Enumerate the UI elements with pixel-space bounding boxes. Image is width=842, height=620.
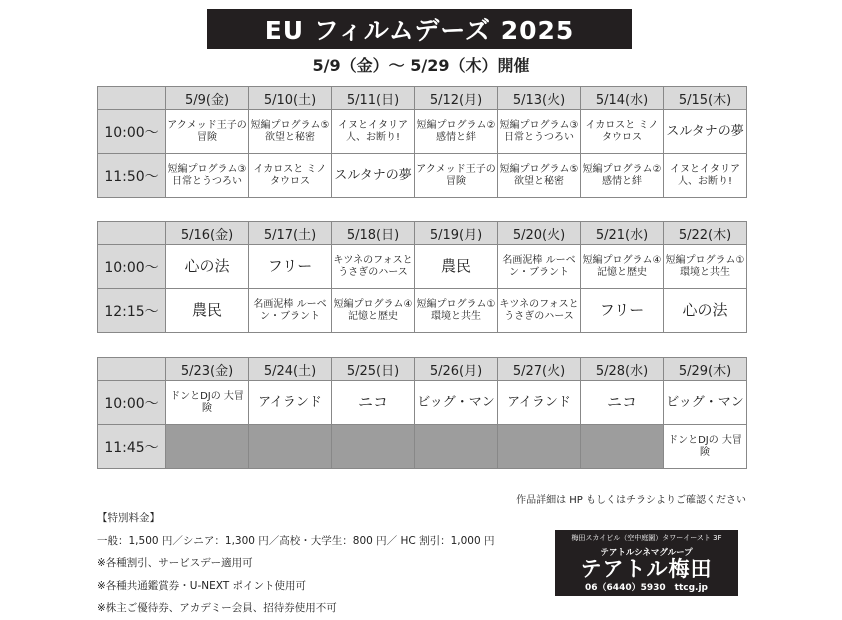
table-row (98, 154, 747, 198)
date-header: 5/18(日) (332, 222, 415, 245)
date-header: 5/14(水) (581, 87, 664, 110)
theater-brand: テアトルシネマグループ (600, 548, 693, 558)
film-cell: スルタナの夢 (332, 154, 415, 198)
theater-name: テアトル梅田 (580, 557, 713, 581)
event-title: EU フィルムデーズ 2025 (207, 9, 632, 49)
date-header: 5/24(土) (249, 358, 332, 381)
empty-slot (332, 425, 415, 469)
film-cell: フリー (249, 245, 332, 289)
empty-slot (249, 425, 332, 469)
date-header: 5/10(土) (249, 87, 332, 110)
date-header: 5/27(火) (498, 358, 581, 381)
film-cell: ドンとDJの 大冒険 (664, 425, 747, 469)
film-cell: ニコ (581, 381, 664, 425)
film-cell: イカロスと ミノタウロス (249, 154, 332, 198)
film-cell: アイランド (498, 381, 581, 425)
date-header: 5/28(水) (581, 358, 664, 381)
table-corner (98, 87, 166, 110)
film-cell: 農民 (415, 245, 498, 289)
price-heading: 【特別料金】 (97, 512, 160, 524)
date-header: 5/22(木) (664, 222, 747, 245)
film-cell: アクメッド王子の冒険 (166, 110, 249, 154)
film-cell: 農民 (166, 289, 249, 333)
film-cell: 短編プログラム③ 日常とうつろい (498, 110, 581, 154)
film-cell: 短編プログラム④ 記憶と歴史 (581, 245, 664, 289)
film-cell: 短編プログラム③ 日常とうつろい (166, 154, 249, 198)
time-slot: 11:50～ (98, 154, 166, 198)
film-cell: キツネのフォスとうさぎのハース (498, 289, 581, 333)
film-cell: 短編プログラム② 感情と絆 (581, 154, 664, 198)
film-cell: イカロスと ミノタウロス (581, 110, 664, 154)
film-cell: 短編プログラム① 環境と共生 (415, 289, 498, 333)
empty-slot (498, 425, 581, 469)
empty-slot (581, 425, 664, 469)
price-note: ※各種割引、サービスデー適用可 (97, 557, 253, 569)
schedule-week-1 (97, 86, 747, 198)
date-header: 5/13(火) (498, 87, 581, 110)
date-header: 5/23(金) (166, 358, 249, 381)
film-cell: キツネのフォスとうさぎのハース (332, 245, 415, 289)
empty-slot (166, 425, 249, 469)
price-note: ※各種共通鑑賞券・U-NEXT ポイント使用可 (97, 579, 307, 592)
price-note: ※株主ご優待券、アカデミー会員、招待券使用不可 (97, 602, 337, 614)
table-row (98, 245, 747, 289)
date-header: 5/16(金) (166, 222, 249, 245)
date-header: 5/12(月) (415, 87, 498, 110)
schedule-week-3 (97, 357, 747, 469)
film-cell: ドンとDJの 大冒険 (166, 381, 249, 425)
table-row (98, 381, 747, 425)
film-cell: スルタナの夢 (664, 110, 747, 154)
film-cell: 名画泥棒 ルーベン・ブラント (249, 289, 332, 333)
table-row (98, 425, 747, 469)
film-cell: アクメッド王子の冒険 (415, 154, 498, 198)
film-cell: フリー (581, 289, 664, 333)
time-slot: 10:00～ (98, 110, 166, 154)
date-header: 5/11(日) (332, 87, 415, 110)
date-header: 5/26(月) (415, 358, 498, 381)
time-slot: 10:00～ (98, 245, 166, 289)
date-header: 5/21(水) (581, 222, 664, 245)
theater-contact: 06（6440）5930 ttcg.jp (585, 583, 708, 593)
event-period: 5/9（金）～ 5/29（木）開催 (312, 56, 530, 75)
date-header: 5/29(木) (664, 358, 747, 381)
date-header: 5/20(火) (498, 222, 581, 245)
theater-address: 梅田スカイビル（空中庭園）タワーイースト 3F (571, 534, 722, 542)
film-cell: ビッグ・マン (664, 381, 747, 425)
table-corner (98, 358, 166, 381)
film-cell: イヌとイタリア人、お断り! (332, 110, 415, 154)
date-header: 5/19(月) (415, 222, 498, 245)
film-cell: ニコ (332, 381, 415, 425)
film-cell: イヌとイタリア人、お断り! (664, 154, 747, 198)
film-cell: 短編プログラム⑤ 欲望と秘密 (498, 154, 581, 198)
table-row (98, 289, 747, 333)
film-cell: 短編プログラム② 感情と絆 (415, 110, 498, 154)
film-cell: 短編プログラム⑤ 欲望と秘密 (249, 110, 332, 154)
price-line: 一般：1,500 円／シニア：1,300 円／高校・大学生：800 円／ HC 割引：1,000 円 (97, 534, 495, 547)
film-cell: ビッグ・マン (415, 381, 498, 425)
date-header: 5/9(金) (166, 87, 249, 110)
film-cell: 短編プログラム④ 記憶と歴史 (332, 289, 415, 333)
time-slot: 12:15～ (98, 289, 166, 333)
empty-slot (415, 425, 498, 469)
time-slot: 10:00～ (98, 381, 166, 425)
film-cell: アイランド (249, 381, 332, 425)
theater-logo-box (555, 530, 738, 596)
time-slot: 11:45～ (98, 425, 166, 469)
film-cell: 心の法 (166, 245, 249, 289)
date-header: 5/25(日) (332, 358, 415, 381)
table-corner (98, 222, 166, 245)
film-cell: 名画泥棒 ルーベン・ブラント (498, 245, 581, 289)
schedule-week-2 (97, 221, 747, 333)
date-header: 5/17(土) (249, 222, 332, 245)
film-cell: 心の法 (664, 289, 747, 333)
date-header: 5/15(木) (664, 87, 747, 110)
table-row (98, 110, 747, 154)
details-note: 作品詳細は HP もしくはチラシよりご確認ください (516, 495, 746, 506)
film-cell: 短編プログラム① 環境と共生 (664, 245, 747, 289)
price-notes (97, 507, 494, 620)
